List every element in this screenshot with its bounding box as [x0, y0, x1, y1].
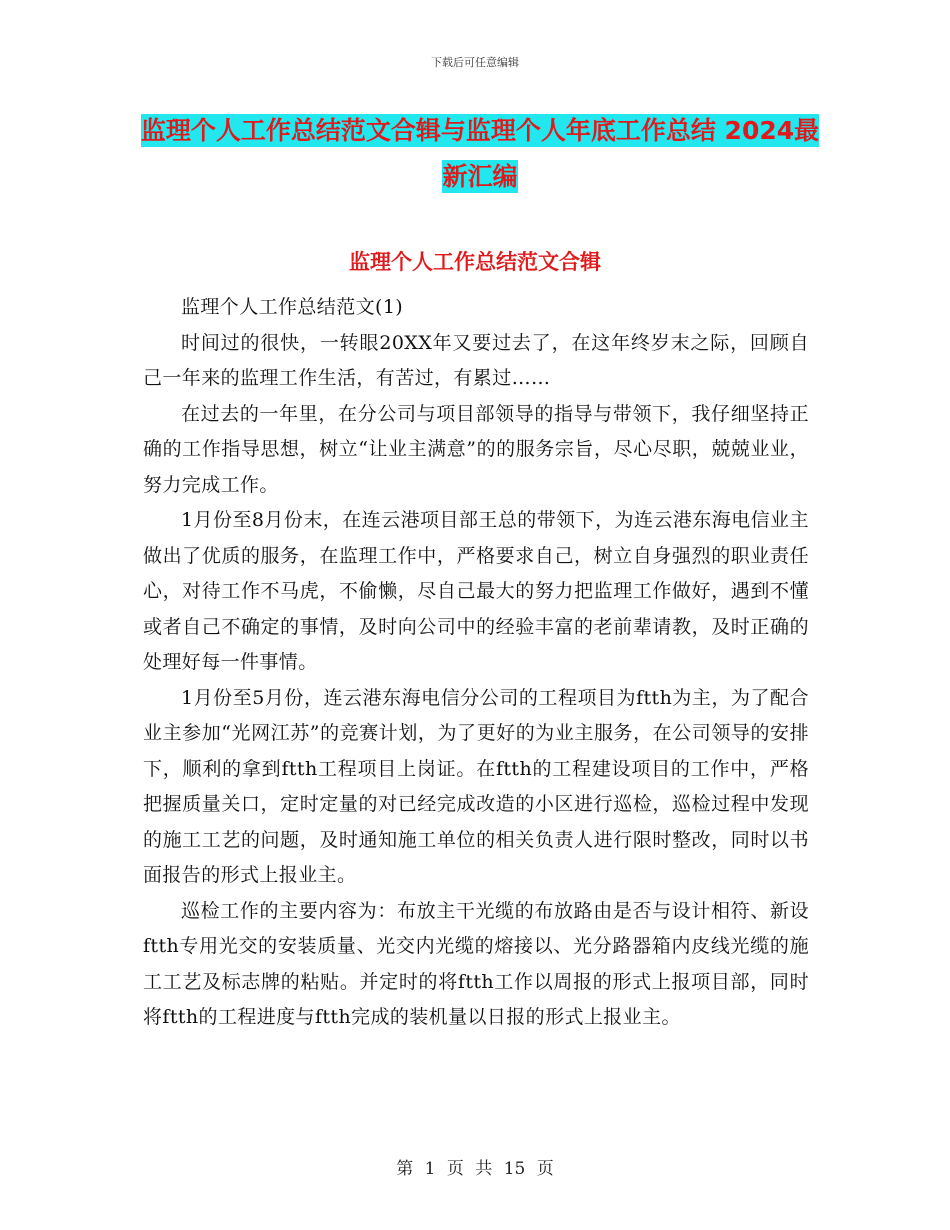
- document-title: [140, 108, 820, 200]
- paragraph: 时间过的很快，一转眼20XX年又要过去了，在这年终岁末之际，回顾自己一年来的监理工作生活，有苦过，有累过……: [143, 331, 809, 389]
- section-title: 监理个人工作总结范文合辑: [349, 250, 601, 274]
- paragraph: 巡检工作的主要内容为：布放主干光缆的布放路由是否与设计相符、新设ftth专用光交的安装质量、光交内光缆的熔接以、光分路器箱内皮线光缆的施工工艺及标志牌的粘贴。并定时的将ftth工作以周报的形式上报项目部，同时将ftth的工程进度与ftth完成的装机量以日报的形式上报业主。: [143, 899, 809, 1028]
- paragraph: 1月份至5月份，连云港东海电信分公司的工程项目为ftth为主，为了配合业主参加“光网江苏”的竞赛计划，为了更好的为业主服务，在公司领导的安排下，顺利的拿到ftth工程项目上岗证。在ftth的工程建设项目的工作中，严格把握质量关口，定时定量的对已经完成改造的小区进行巡检，巡检过程中发现的施工工艺的问题，及时通知施工单位的相关负责人进行限时整改，同时以书面报告的形式上报业主。: [143, 686, 809, 886]
- document-body: [143, 290, 809, 1036]
- paragraph-subheading: 监理个人工作总结范文(1): [181, 296, 404, 318]
- page-footer: 第 1 页 共 15 页: [396, 1159, 554, 1179]
- paragraph: 1月份至8月份末，在连云港项目部王总的带领下，为连云港东海电信业主做出了优质的服务，在监理工作中，严格要求自己，树立自身强烈的职业责任心，对待工作不马虎，不偷懒，尽自己最大的努力把监理工作做好，遇到不懂或者自己不确定的事情，及时向公司中的经验丰富的老前辈请教，及时正确的处理好每一件事情。: [143, 509, 809, 673]
- paragraph: 在过去的一年里，在分公司与项目部领导的指导与带领下，我仔细坚持正确的工作指导思想，树立“让业主满意”的的服务宗旨，尽心尽职，兢兢业业，努力完成工作。: [143, 402, 809, 496]
- header-note: 下载后可任意编辑: [431, 56, 519, 69]
- document-title-text: 监理个人工作总结范文合辑与监理个人年底工作总结 2024最新汇编: [140, 116, 820, 191]
